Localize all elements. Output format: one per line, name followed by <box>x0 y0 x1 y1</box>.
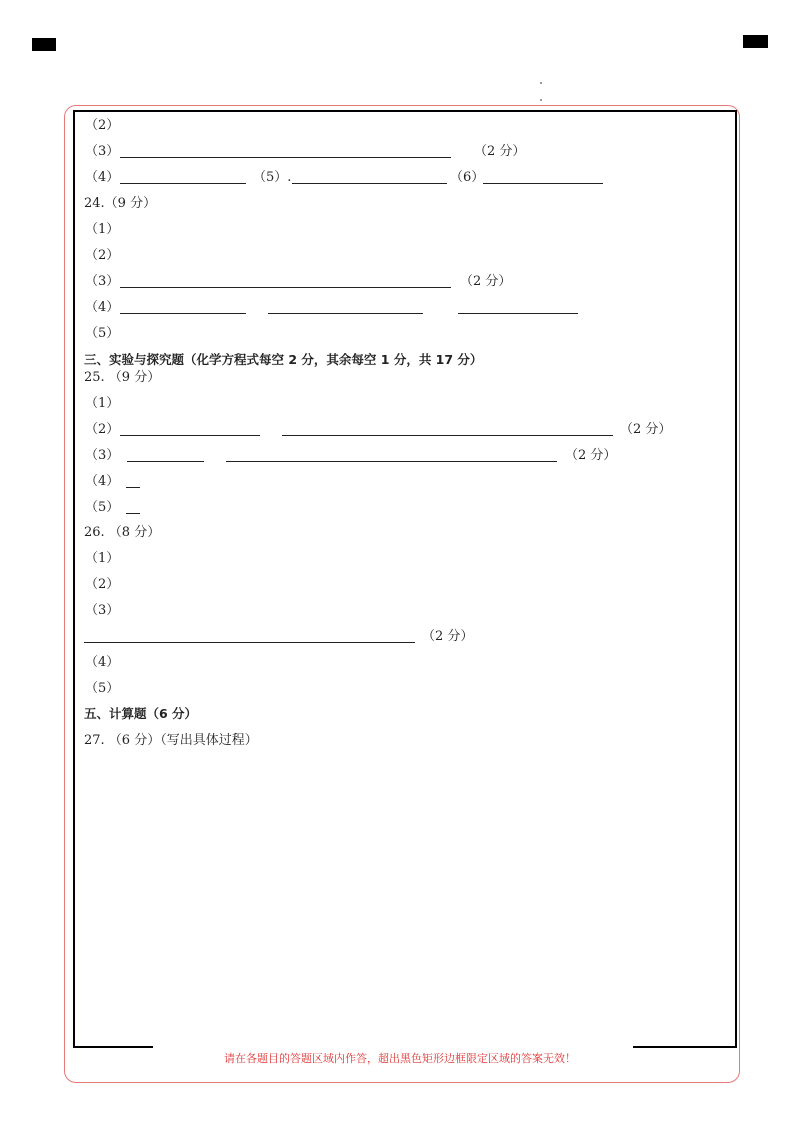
q27-answer-area[interactable] <box>80 756 730 1041</box>
q26-part-4-label: （4） <box>85 655 120 670</box>
q25-part-2-label: （2） <box>85 422 120 437</box>
q24-part-3-answer-line[interactable] <box>120 287 451 288</box>
q26-part-3-label: （3） <box>85 603 120 618</box>
q26-part-1-label: （1） <box>85 551 120 566</box>
q24-part-4-label: （4） <box>85 300 120 315</box>
section-5-heading: 五、计算题（6 分） <box>84 706 198 721</box>
q26-title: 26. （8 分） <box>84 525 161 540</box>
frame-bottom-right <box>633 1046 737 1048</box>
q23-part-4-answer-line[interactable] <box>120 183 246 184</box>
footer-warning: 请在各题目的答题区域内作答，超出黑色矩形边框限定区域的答案无效！ <box>224 1052 576 1065</box>
q25-part-3-label: （3） <box>85 448 120 463</box>
q24-title: 24.（9 分） <box>84 196 157 211</box>
q26-part-2-label: （2） <box>85 577 120 592</box>
q23-part-6-answer-line[interactable] <box>483 183 603 184</box>
section-3-scoring-note: （化学方程式每空 2 分，其余每空 1 分，共 17 分） <box>184 352 483 367</box>
q24-part-4-answer-line-1[interactable] <box>120 313 246 314</box>
q24-part-1-label: （1） <box>85 222 120 237</box>
frame-bottom-left <box>73 1046 153 1048</box>
q23-part-3-label: （3） <box>85 144 120 159</box>
q24-part-4-answer-line-3[interactable] <box>458 313 578 314</box>
q23-part-2-label: （2） <box>85 118 120 133</box>
q25-part-4-label: （4） <box>85 474 120 489</box>
scan-dot <box>540 82 542 84</box>
q24-part-5-label: （5） <box>85 326 120 341</box>
alignment-marker-left <box>32 38 56 51</box>
q25-part-1-label: （1） <box>85 396 120 411</box>
q26-part-3-answer-line[interactable] <box>84 642 415 643</box>
q24-part-3-points: （2 分） <box>460 274 512 289</box>
q25-part-2-answer-line-2[interactable] <box>282 435 613 436</box>
q26-part-5-label: （5） <box>85 681 120 696</box>
alignment-marker-right <box>743 35 768 48</box>
q23-part-5-answer-line[interactable] <box>292 183 447 184</box>
q25-part-3-points: （2 分） <box>565 448 617 463</box>
q25-part-2-answer-line-1[interactable] <box>120 435 260 436</box>
q23-part-6-label: （6） <box>450 170 485 185</box>
q25-title: 25. （9 分） <box>84 370 161 385</box>
q23-part-3-answer-line[interactable] <box>120 157 451 158</box>
q25-part-3-answer-line-2[interactable] <box>226 461 557 462</box>
q25-part-2-points: （2 分） <box>620 422 672 437</box>
scan-dot <box>540 99 542 101</box>
q25-part-5-answer-line[interactable] <box>126 513 140 514</box>
section-3-heading <box>84 352 482 368</box>
section-3-title: 三、实验与探究题 <box>84 352 185 367</box>
q25-part-4-answer-line[interactable] <box>126 487 140 488</box>
q26-part-3-points: （2 分） <box>422 629 474 644</box>
q23-part-3-points: （2 分） <box>474 144 526 159</box>
q25-part-3-answer-line-1[interactable] <box>127 461 204 462</box>
q23-part-5-label: （5）. <box>253 170 292 185</box>
q27-title: 27. （6 分）（写出具体过程） <box>84 733 258 748</box>
q23-part-4-label: （4） <box>85 170 120 185</box>
q25-part-5-label: （5） <box>85 500 120 515</box>
q24-part-4-answer-line-2[interactable] <box>268 313 423 314</box>
q24-part-2-label: （2） <box>85 248 120 263</box>
q24-part-3-label: （3） <box>85 274 120 289</box>
